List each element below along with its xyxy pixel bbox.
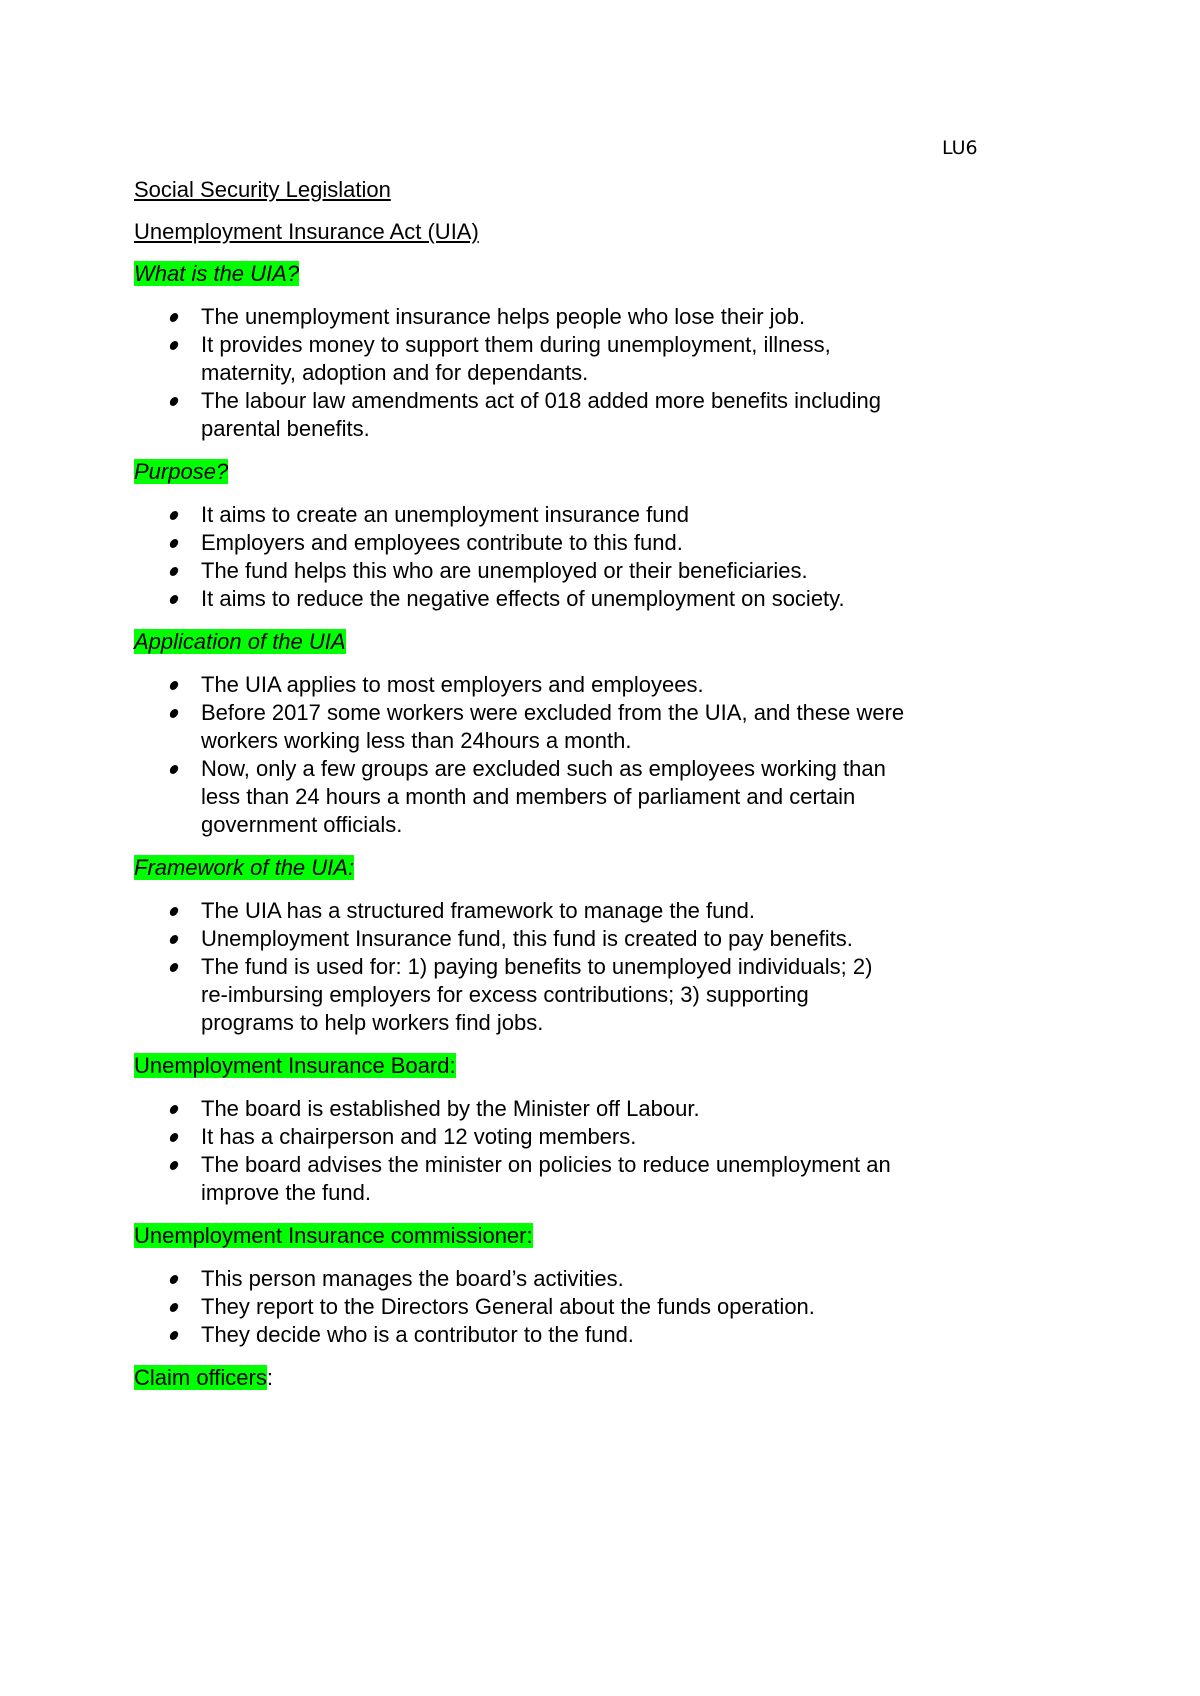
section-heading [134,628,1034,656]
highlighted-heading-text: Unemployment Insurance commissioner: [134,1223,533,1248]
document-title: Social Security Legislation [134,177,391,202]
highlighted-heading-text: What is the UIA? [134,261,300,286]
highlighted-heading-text: Claim officers [134,1365,267,1390]
list-item-line: Before 2017 some workers were excluded from the UIA, and these were [201,700,905,725]
list-item-line: Employers and employees contribute to this fund. [201,530,683,555]
list-item [134,331,1034,387]
section-heading [134,1052,1034,1080]
bullet-list [134,671,1034,839]
list-item [134,387,1034,443]
list-item [134,671,1034,699]
list-item [134,529,1034,557]
bullet-icon [169,681,179,690]
list-item-line: It has a chairperson and 12 voting members. [201,1124,637,1149]
highlighted-heading-text: Application of the UIA [134,629,346,654]
section-heading [134,854,1034,882]
list-item-line: re-imbursing employers for excess contributions; 3) supporting [201,982,809,1007]
list-item-line: The labour law amendments act of 018 added more benefits including [201,388,881,413]
list-item [134,501,1034,529]
bullet-icon [169,511,179,520]
list-item [134,303,1034,331]
list-item-line: improve the fund. [201,1180,371,1205]
list-item-line: programs to help workers find jobs. [201,1010,544,1035]
bullet-icon [169,1133,179,1142]
bullet-icon [169,1105,179,1114]
list-item-line: Unemployment Insurance fund, this fund is created to pay benefits. [201,926,853,951]
list-item-line: The unemployment insurance helps people who lose their job. [201,304,806,329]
bullet-icon [169,313,179,322]
bullet-icon [169,567,179,576]
bullet-icon [169,907,179,916]
bullet-icon [169,397,179,406]
list-item-line: Now, only a few groups are excluded such as employees working than [201,756,886,781]
list-item [134,1321,1034,1349]
list-item [134,1293,1034,1321]
bullet-icon [169,765,179,774]
document-body [134,176,1034,1407]
section-heading [134,1364,1034,1392]
bullet-icon [169,1331,179,1340]
list-item-line: government officials. [201,812,403,837]
section-heading [134,260,1034,288]
list-item-line: The board advises the minister on policies to reduce unemployment an [201,1152,891,1177]
list-item [134,755,1034,839]
list-item [134,699,1034,755]
list-item-line: This person manages the board’s activities. [201,1266,624,1291]
section-heading [134,1222,1034,1250]
list-item-line: The fund helps this who are unemployed or their beneficiaries. [201,558,808,583]
list-item [134,1123,1034,1151]
list-item-line: It provides money to support them during unemployment, illness, [201,332,831,357]
bullet-icon [169,595,179,604]
list-item-line: less than 24 hours a month and members of parliament and certain [201,784,856,809]
bullet-icon [169,539,179,548]
list-item [134,557,1034,585]
bullet-list [134,897,1034,1037]
list-item-line: They decide who is a contributor to the fund. [201,1322,634,1347]
list-item [134,1265,1034,1293]
list-item-line: maternity, adoption and for dependants. [201,360,589,385]
list-item-line: They report to the Directors General about the funds operation. [201,1294,815,1319]
list-item [134,1095,1034,1123]
list-item-line: The UIA applies to most employers and employees. [201,672,704,697]
bullet-icon [169,341,179,350]
bullet-list [134,303,1034,443]
list-item-line: parental benefits. [201,416,370,441]
list-item-line: workers working less than 24hours a month. [201,728,632,753]
list-item-line: The UIA has a structured framework to manage the fund. [201,898,755,923]
list-item [134,925,1034,953]
list-item [134,1151,1034,1207]
list-item [134,897,1034,925]
section-heading [134,458,1034,486]
bullet-list [134,1095,1034,1207]
bullet-icon [169,935,179,944]
highlighted-heading-text: Unemployment Insurance Board: [134,1053,456,1078]
bullet-icon [169,1303,179,1312]
highlighted-heading-text: Framework of the UIA: [134,855,355,880]
document-subtitle: Unemployment Insurance Act (UIA) [134,219,479,244]
bullet-icon [169,1275,179,1284]
list-item-line: It aims to reduce the negative effects of unemployment on society. [201,586,845,611]
highlighted-heading-text: Purpose? [134,459,229,484]
bullet-icon [169,709,179,718]
page-label: LU6 [942,137,978,159]
bullet-list [134,1265,1034,1349]
bullet-icon [169,963,179,972]
bullet-list [134,501,1034,613]
heading-suffix: : [266,1365,273,1390]
list-item [134,953,1034,1037]
bullet-icon [169,1161,179,1170]
list-item-line: The board is established by the Minister off Labour. [201,1096,700,1121]
list-item [134,585,1034,613]
list-item-line: It aims to create an unemployment insurance fund [201,502,689,527]
list-item-line: The fund is used for: 1) paying benefits to unemployed individuals; 2) [201,954,873,979]
